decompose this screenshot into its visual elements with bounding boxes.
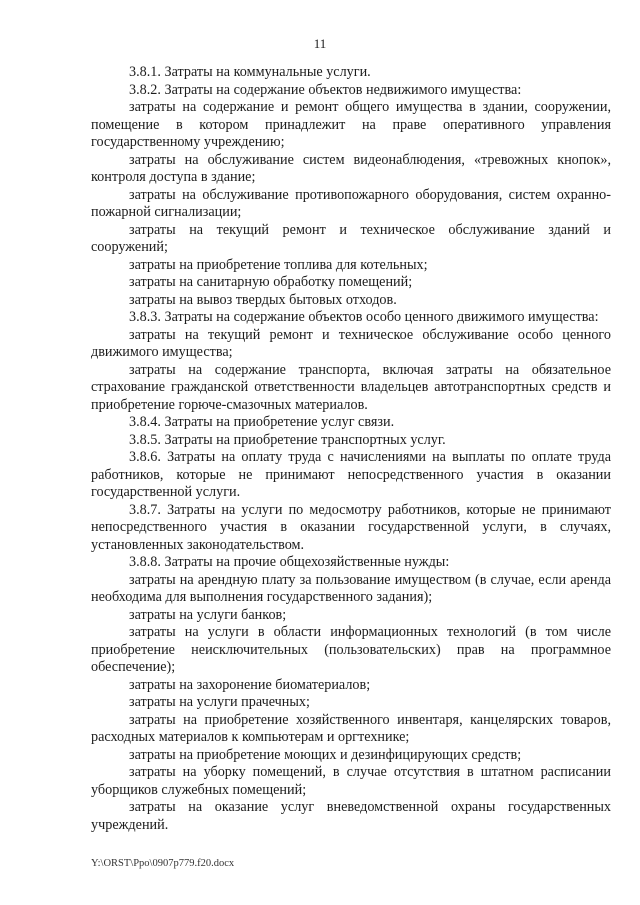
list-item: затраты на оказание услуг вневедомственной охраны государственных учреждений.: [91, 799, 611, 833]
list-item: затраты на текущий ремонт и техническое обслуживание особо ценного движимого имущества;: [91, 326, 611, 360]
list-item: затраты на захоронение биоматериалов;: [129, 676, 371, 693]
list-item: затраты на арендную плату за пользование имуществом (в случае, если аренда необходима для выполнения государственного задания);: [91, 571, 611, 605]
paragraph-3-8-3: 3.8.3. Затраты на содержание объектов особо ценного движимого имущества:: [129, 309, 599, 325]
list-item: затраты на приобретение моющих и дезинфицирующих средств;: [129, 746, 522, 763]
paragraph-3-8-1: 3.8.1. Затраты на коммунальные услуги.: [129, 64, 371, 80]
paragraph-3-8-5: 3.8.5. Затраты на приобретение транспортных услуг.: [129, 431, 446, 448]
page-number: 11: [313, 36, 327, 51]
list-item: затраты на услуги банков;: [129, 606, 287, 623]
list-item: затраты на обслуживание противопожарного оборудования, систем охранно-пожарной сигнализации;: [91, 186, 611, 220]
paragraph-3-8-4: 3.8.4. Затраты на приобретение услуг связи.: [129, 414, 395, 430]
paragraph-3-8-8: 3.8.8. Затраты на прочие общехозяйственные нужды:: [129, 554, 450, 570]
list-item: затраты на санитарную обработку помещений;: [129, 274, 413, 290]
paragraph-3-8-2: 3.8.2. Затраты на содержание объектов недвижимого имущества:: [129, 81, 522, 98]
list-item: затраты на приобретение топлива для котельных;: [129, 256, 428, 273]
paragraph-3-8-7: 3.8.7. Затраты на услуги по медосмотру работников, которые не принимают непосредственного участия в оказании государственной услуги, в случаях, установленных законодательством.: [91, 501, 611, 553]
list-item: затраты на услуги прачечных;: [129, 694, 310, 710]
list-item: затраты на услуги в области информационных технологий (в том числе приобретение неисключительных (пользовательских) прав на программное обеспечение);: [91, 624, 611, 675]
list-item: затраты на содержание транспорта, включая затраты на обязательное страхование гражданской ответственности владельцев автотранспортных средств и приобретение горюче-смазочных материалов.: [91, 361, 611, 413]
list-item: затраты на вывоз твердых бытовых отходов.: [129, 291, 397, 308]
list-item: затраты на содержание и ремонт общего имущества в здании, сооружении, помещение в котором принадлежит на праве оперативного управления государственному учреждению;: [91, 99, 611, 150]
document-body: [91, 64, 611, 834]
footer-file-path: Y:\ORST\Ppo\0907p779.f20.docx: [91, 858, 235, 869]
list-item: затраты на обслуживание систем видеонаблюдения, «тревожных кнопок», контроля доступа в здание;: [91, 151, 611, 185]
list-item: затраты на текущий ремонт и техническое обслуживание зданий и сооружений;: [91, 221, 611, 255]
paragraph-3-8-6: 3.8.6. Затраты на оплату труда с начислениями на выплаты по оплате труда работников, которые не принимают непосредственного участия в оказании государственной услуги.: [91, 449, 611, 500]
list-item: затраты на приобретение хозяйственного инвентаря, канцелярских товаров, расходных материалов к компьютерам и оргтехнике;: [91, 711, 611, 745]
list-item: затраты на уборку помещений, в случае отсутствия в штатном расписании уборщиков служебных помещений;: [91, 764, 611, 798]
